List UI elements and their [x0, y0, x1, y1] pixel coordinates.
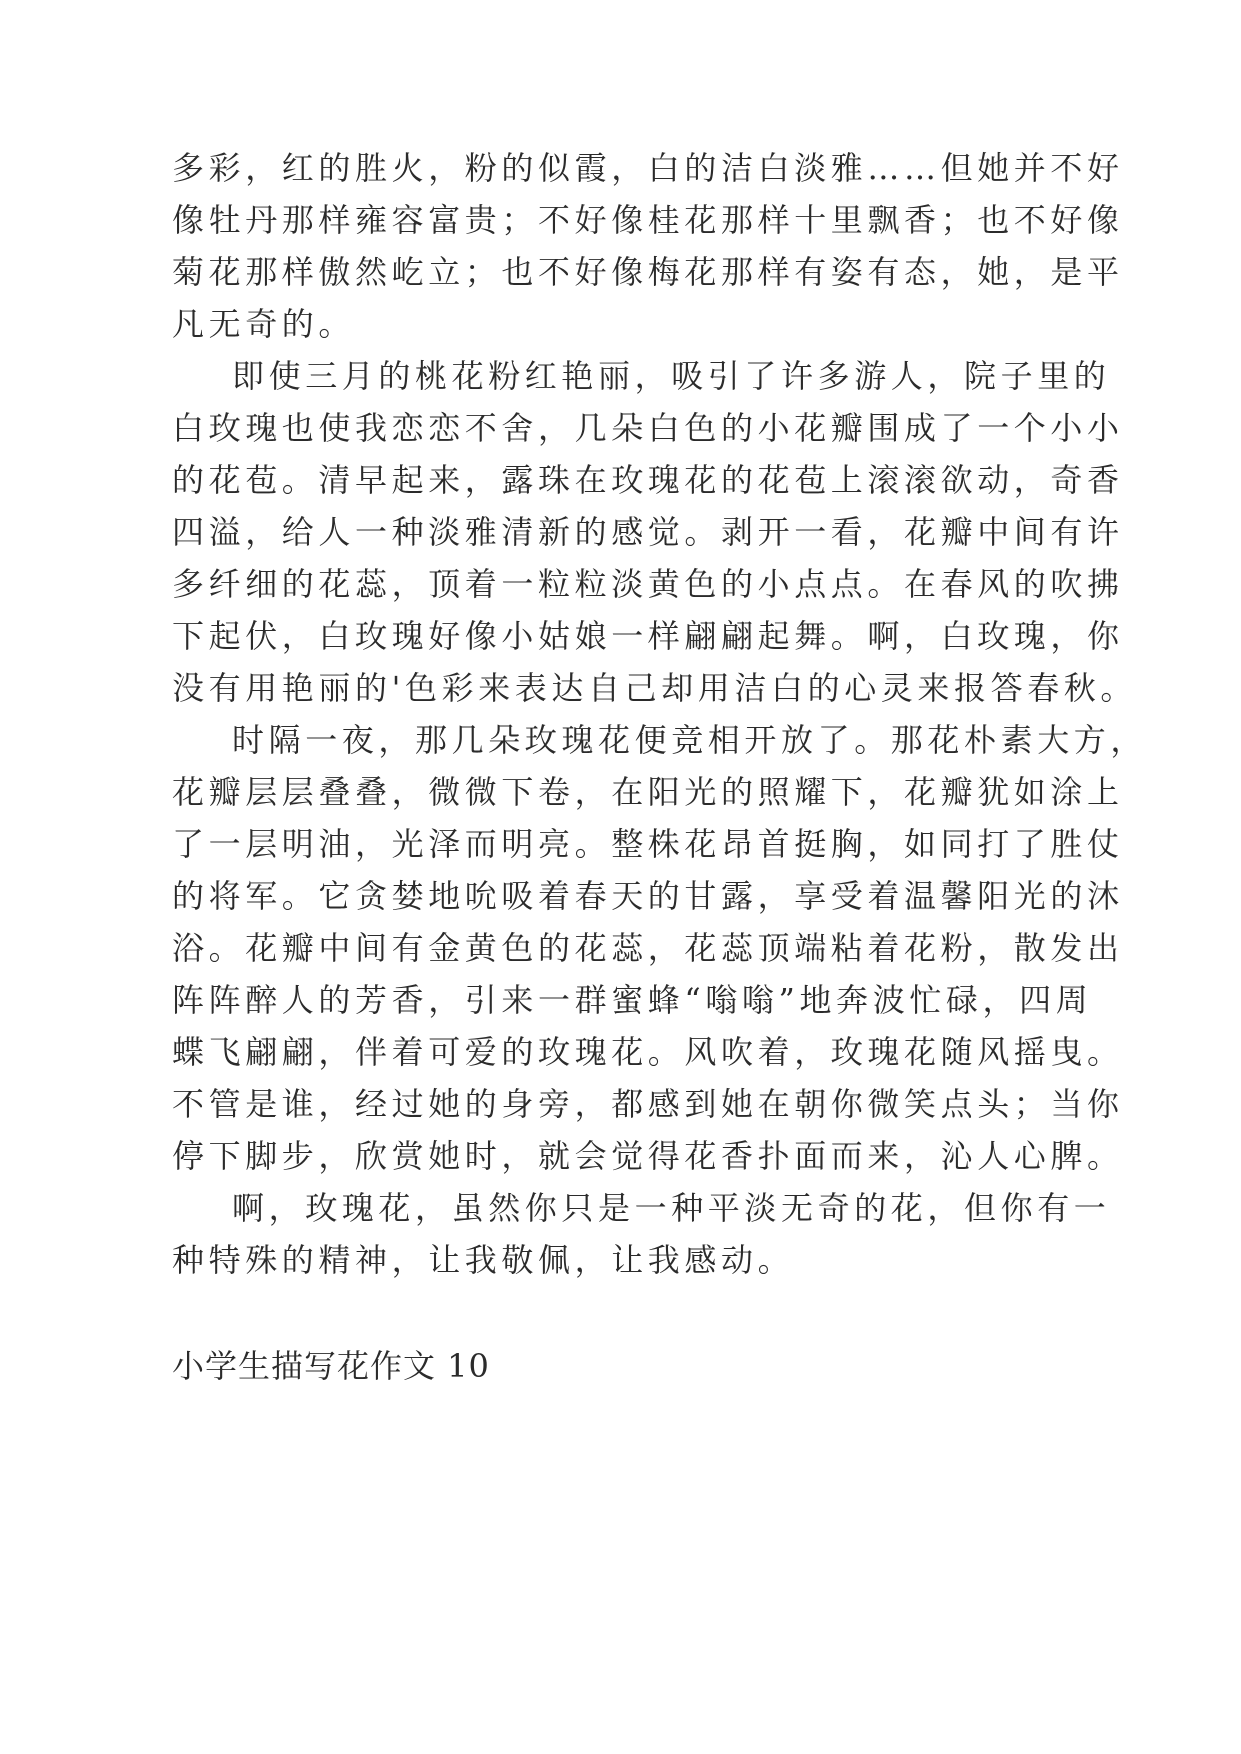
- section-heading: 小学生描写花作文 10: [172, 1347, 490, 1385]
- text-line: 下起伏，白玫瑰好像小姑娘一样翩翩起舞。啊，白玫瑰，你: [172, 617, 1124, 655]
- text-line: 没有用艳丽的'色彩来表达自己却用洁白的心灵来报答春秋。: [172, 669, 1137, 707]
- text-line: 阵阵醉人的芳香，引来一群蜜蜂“嗡嗡”地奔波忙碌，四周: [172, 981, 1093, 1019]
- text-line: 不管是谁，经过她的身旁，都感到她在朝你微笑点头；当你: [172, 1085, 1124, 1123]
- text-line: 四溢，给人一种淡雅清新的感觉。剥开一看，花瓣中间有许: [172, 513, 1124, 551]
- text-line: 菊花那样傲然屹立；也不好像梅花那样有姿有态，她，是平: [172, 253, 1124, 291]
- text-line: 了一层明油，光泽而明亮。整株花昂首挺胸，如同打了胜仗: [172, 825, 1124, 863]
- text-line: 多纤细的花蕊，顶着一粒粒淡黄色的小点点。在春风的吹拂: [172, 565, 1124, 603]
- text-line: 蝶飞翩翩，伴着可爱的玫瑰花。风吹着，玫瑰花随风摇曳。: [172, 1033, 1124, 1071]
- text-line: 时隔一夜，那几朵玫瑰花便竞相开放了。那花朴素大方，: [232, 721, 1148, 759]
- text-line: 种特殊的精神，让我敬佩，让我感动。: [172, 1241, 795, 1279]
- text-line: 多彩，红的胜火，粉的似霞，白的洁白淡雅……但她并不好: [172, 149, 1124, 187]
- text-line: 即使三月的桃花粉红艳丽，吸引了许多游人，院子里的: [232, 357, 1111, 395]
- text-line: 凡无奇的。: [172, 305, 356, 343]
- text-line: 停下脚步，欣赏她时，就会觉得花香扑面而来，沁人心脾。: [172, 1137, 1124, 1175]
- text-line: 的花苞。清早起来，露珠在玫瑰花的花苞上滚滚欲动，奇香: [172, 461, 1124, 499]
- text-line: 花瓣层层叠叠，微微下卷，在阳光的照耀下，花瓣犹如涂上: [172, 773, 1124, 811]
- text-line: 像牡丹那样雍容富贵；不好像桂花那样十里飘香；也不好像: [172, 201, 1124, 239]
- text-line: 浴。花瓣中间有金黄色的花蕊，花蕊顶端粘着花粉，散发出: [172, 929, 1124, 967]
- text-line: 的将军。它贪婪地吮吸着春天的甘露，享受着温馨阳光的沐: [172, 877, 1124, 915]
- text-line: 啊，玫瑰花，虽然你只是一种平淡无奇的花，但你有一: [232, 1189, 1111, 1227]
- text-line: 白玫瑰也使我恋恋不舍，几朵白色的小花瓣围成了一个小小: [172, 409, 1124, 447]
